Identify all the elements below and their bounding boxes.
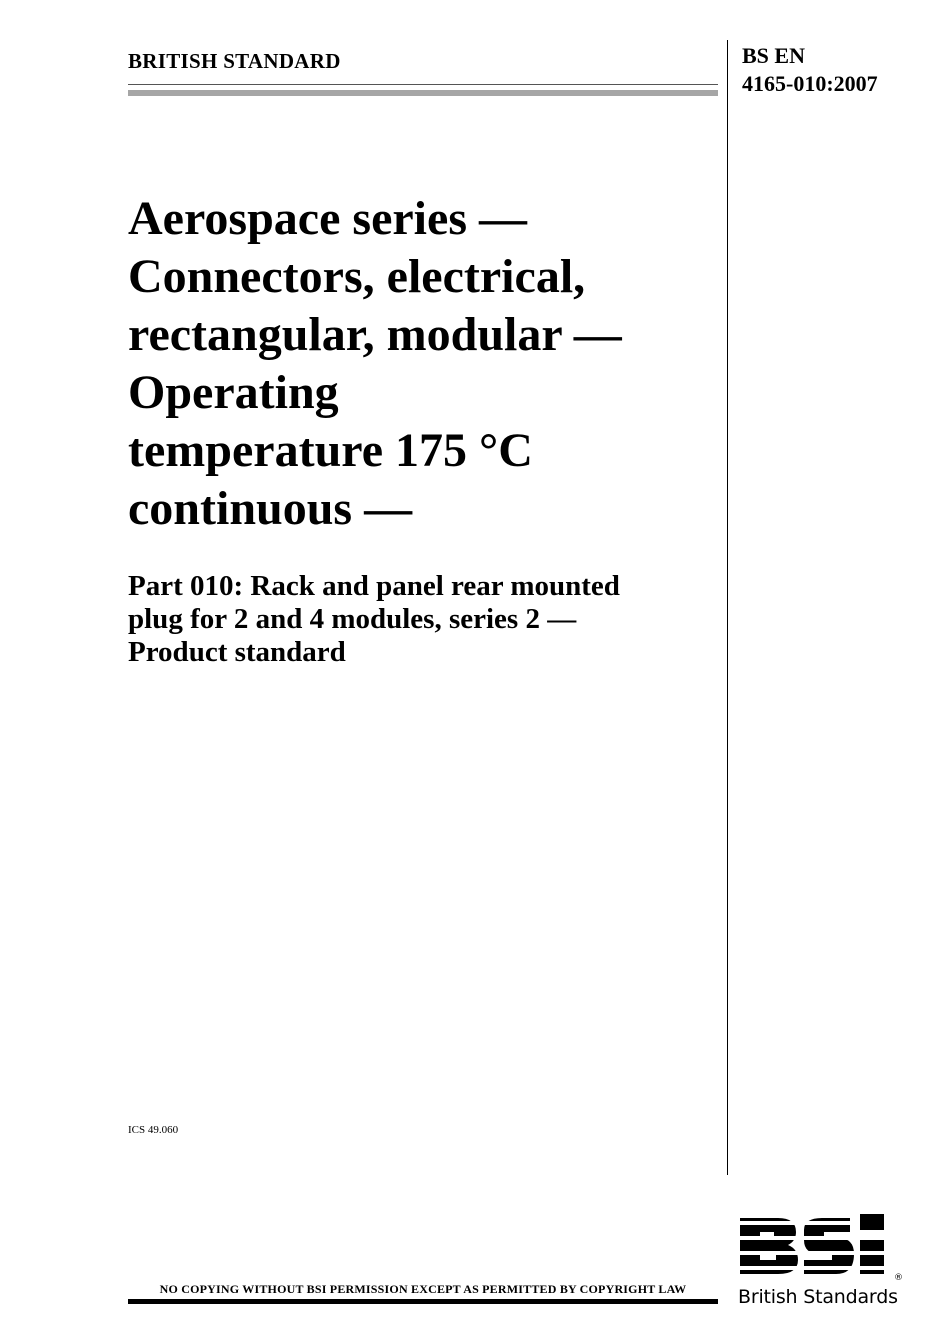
- main-title-line: rectangular, modular —: [128, 308, 622, 361]
- header-rule-thin: [128, 84, 718, 85]
- header-rule-thick: [128, 90, 718, 96]
- standard-number: [742, 42, 932, 98]
- subtitle-line: Part 010: Rack and panel rear mounted: [128, 570, 620, 602]
- main-title-line: Connectors, electrical,: [128, 250, 586, 303]
- footer-rule: [128, 1299, 718, 1304]
- main-title-line: Aerospace series —: [128, 192, 527, 245]
- main-title-line: Operating: [128, 366, 339, 419]
- subtitle-line: Product standard: [128, 636, 346, 668]
- bsi-logo-caption: British Standards: [738, 1286, 898, 1308]
- subtitle-line: plug for 2 and 4 modules, series 2 —: [128, 603, 577, 635]
- part-subtitle: [128, 570, 728, 669]
- bsi-logo-mark-icon: [738, 1210, 906, 1282]
- copyright-notice: NO COPYING WITHOUT BSI PERMISSION EXCEPT AS PERMITTED BY COPYRIGHT LAW: [159, 1282, 687, 1296]
- document-type-label: BRITISH STANDARD: [128, 49, 341, 73]
- main-title-line: temperature 175 °C: [128, 424, 533, 477]
- standard-number-line2: 4165-010:2007: [742, 71, 878, 96]
- main-title-line: continuous —: [128, 482, 413, 535]
- standard-number-line1: BS EN: [742, 43, 805, 68]
- registered-mark: ®: [894, 1273, 903, 1282]
- ics-code: ICS 49.060: [128, 1124, 179, 1136]
- main-title: [128, 190, 728, 538]
